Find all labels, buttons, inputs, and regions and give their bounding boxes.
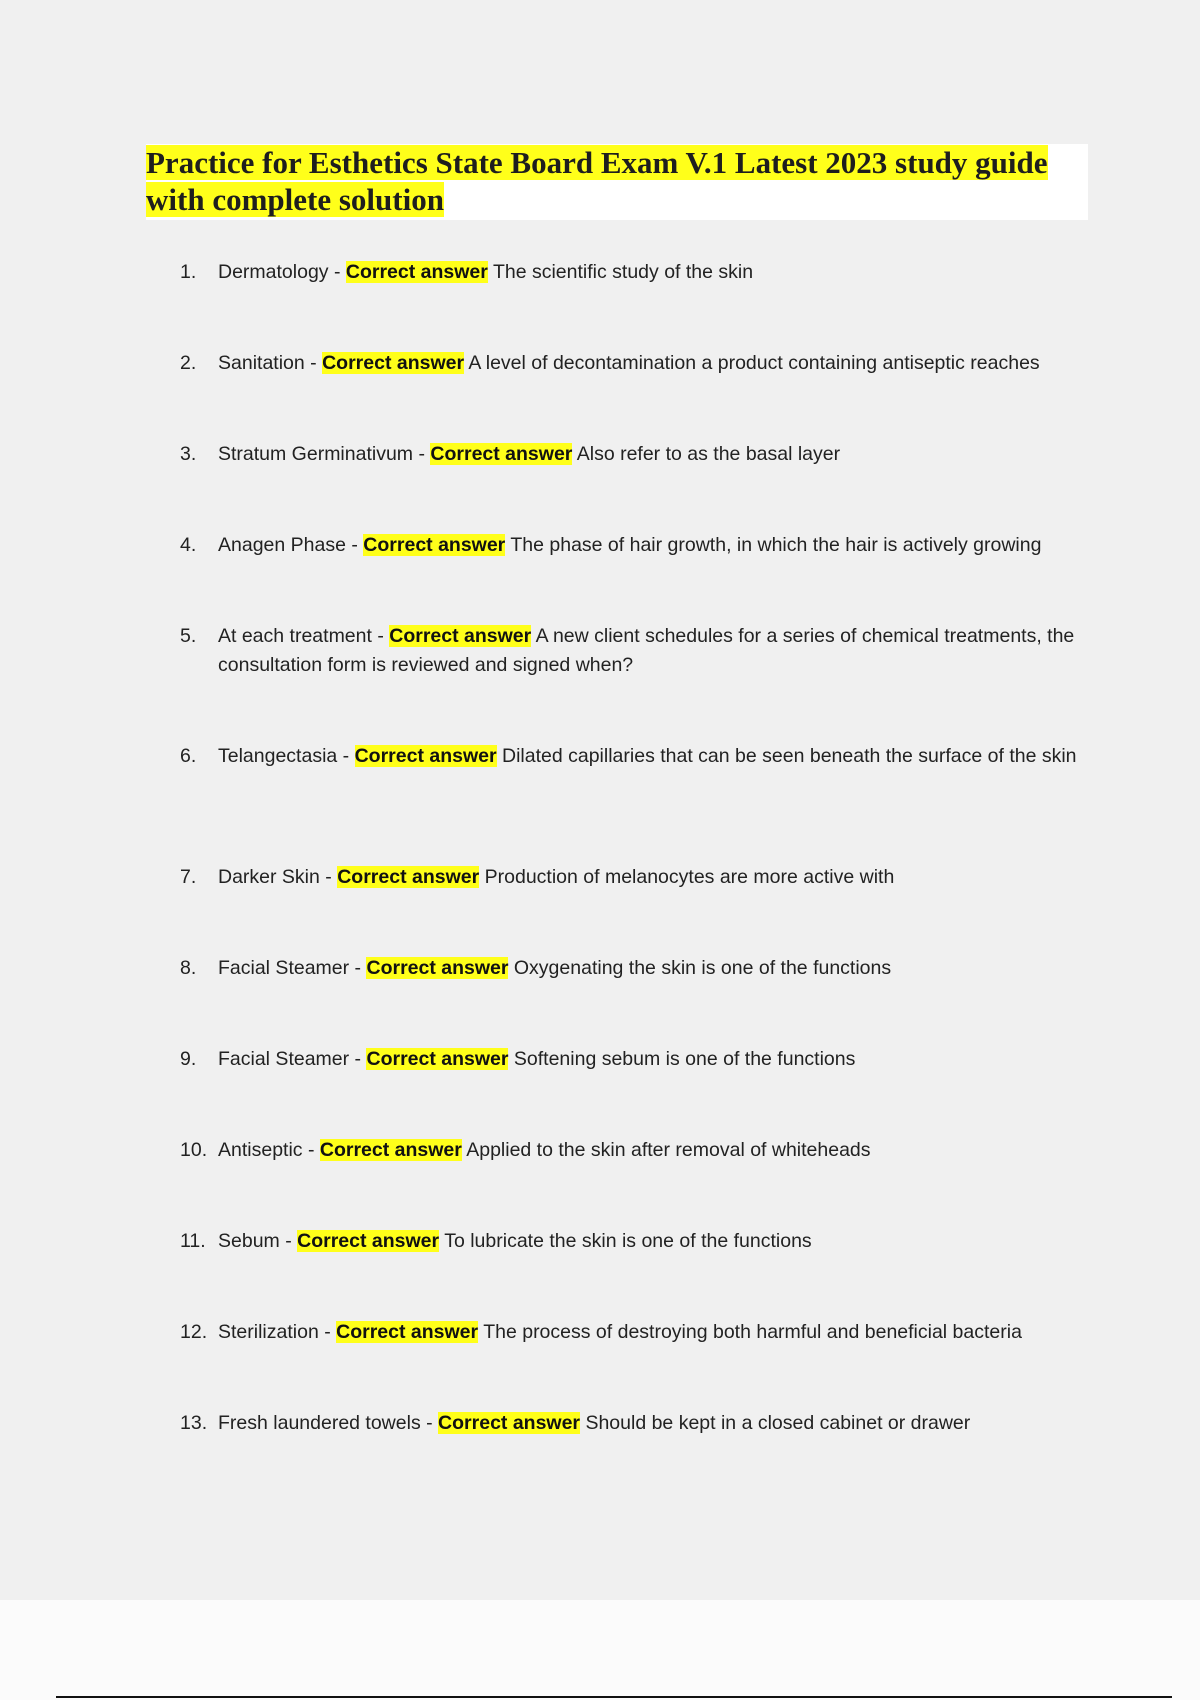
item-body xyxy=(218,1227,1080,1256)
item-term: Sanitation xyxy=(218,352,305,374)
correct-answer-label: Correct answer xyxy=(430,443,573,465)
item-term: Sterilization xyxy=(218,1321,319,1343)
list-item xyxy=(180,1409,1080,1438)
correct-answer-label: Correct answer xyxy=(389,625,532,647)
list-item xyxy=(180,863,1080,892)
correct-answer-label: Correct answer xyxy=(336,1321,479,1343)
document-title xyxy=(146,144,1088,218)
item-separator: - xyxy=(318,1321,337,1343)
item-term: Facial Steamer xyxy=(218,1048,350,1070)
item-term: Fresh laundered towels xyxy=(218,1412,421,1434)
item-number: 2. xyxy=(180,352,197,374)
list-item xyxy=(180,742,1080,771)
list-item xyxy=(180,1136,1080,1165)
item-separator: - xyxy=(349,1048,367,1070)
item-number: 7. xyxy=(180,866,197,888)
item-number: 5. xyxy=(180,625,197,647)
item-number: 8. xyxy=(180,957,197,979)
item-separator: - xyxy=(337,745,355,767)
item-number: 10. xyxy=(180,1139,208,1161)
correct-answer-label: Correct answer xyxy=(366,957,509,979)
list-item xyxy=(180,440,1080,469)
item-answer: Also refer to as the basal layer xyxy=(576,443,841,465)
item-term: Stratum Germinativum xyxy=(218,443,414,465)
list-item xyxy=(180,349,1080,378)
correct-answer-label: Correct answer xyxy=(319,1139,462,1161)
item-separator: - xyxy=(413,443,431,465)
item-number: 9. xyxy=(180,1048,197,1070)
item-separator: - xyxy=(279,1230,298,1252)
item-body xyxy=(218,531,1080,560)
item-term: Dermatology xyxy=(218,261,329,283)
item-body xyxy=(218,349,1080,378)
correct-answer-label: Correct answer xyxy=(297,1230,440,1252)
list-item xyxy=(180,954,1080,983)
item-body xyxy=(218,1136,1080,1165)
correct-answer-label: Correct answer xyxy=(322,352,465,374)
item-body xyxy=(218,440,1080,469)
item-number: 11. xyxy=(180,1230,206,1252)
item-answer: A level of decontamination a product containing antiseptic reaches xyxy=(468,352,1040,374)
correct-answer-label: Correct answer xyxy=(337,866,480,888)
item-separator: - xyxy=(371,625,390,647)
item-term: Sebum xyxy=(218,1230,280,1252)
item-term: Antiseptic xyxy=(218,1139,303,1161)
item-answer: Oxygenating the skin is one of the functions xyxy=(513,957,892,979)
item-body xyxy=(218,954,1080,983)
item-answer: Dilated capillaries that can be seen beneath the surface of the skin xyxy=(502,745,1077,767)
item-separator: - xyxy=(349,957,367,979)
item-separator: - xyxy=(319,866,338,888)
list-item xyxy=(180,258,1080,287)
item-separator: - xyxy=(420,1412,439,1434)
footer-divider xyxy=(56,1696,1172,1698)
item-number: 13. xyxy=(180,1412,208,1434)
item-answer: Softening sebum is one of the functions xyxy=(513,1048,856,1070)
item-number: 12. xyxy=(180,1321,208,1343)
item-separator: - xyxy=(302,1139,320,1161)
item-answer: The phase of hair growth, in which the hair is actively growing xyxy=(510,534,1042,556)
item-body xyxy=(218,863,1080,892)
list-item xyxy=(180,1318,1080,1347)
item-term: Facial Steamer xyxy=(218,957,350,979)
list-item xyxy=(180,1227,1080,1256)
item-separator: - xyxy=(328,261,346,283)
item-answer: The process of destroying both harmful and beneficial bacteria xyxy=(483,1321,1022,1343)
correct-answer-label: Correct answer xyxy=(438,1412,581,1434)
item-separator: - xyxy=(304,352,323,374)
correct-answer-label: Correct answer xyxy=(354,745,497,767)
item-answer: To lubricate the skin is one of the functions xyxy=(444,1230,812,1252)
item-body xyxy=(218,622,1080,680)
list-item xyxy=(180,531,1080,560)
correct-answer-label: Correct answer xyxy=(366,1048,509,1070)
item-answer: A new client schedules for a series of chemical treatments, the consultation form is reviewed and signed when? xyxy=(218,625,1075,676)
document-title-text: Practice for Esthetics State Board Exam V.1 Latest 2023 study guide with complete solution xyxy=(146,145,1048,217)
item-term: At each treatment xyxy=(218,625,372,647)
item-body xyxy=(218,1318,1080,1347)
item-number: 3. xyxy=(180,443,197,465)
list-item xyxy=(180,622,1080,680)
item-number: 1. xyxy=(180,261,197,283)
item-term: Anagen Phase xyxy=(218,534,346,556)
item-body xyxy=(218,1409,1080,1438)
item-body xyxy=(218,1045,1080,1074)
item-answer: Applied to the skin after removal of whiteheads xyxy=(466,1139,871,1161)
item-answer: The scientific study of the skin xyxy=(492,261,754,283)
item-body xyxy=(218,258,1080,287)
list-item xyxy=(180,1045,1080,1074)
item-separator: - xyxy=(345,534,364,556)
item-body xyxy=(218,742,1080,771)
item-number: 4. xyxy=(180,534,197,556)
item-term: Darker Skin xyxy=(218,866,320,888)
item-answer: Production of melanocytes are more active with xyxy=(484,866,895,888)
page-footer xyxy=(0,1600,1200,1700)
item-number: 6. xyxy=(180,745,197,767)
item-term: Telangectasia xyxy=(218,745,338,767)
correct-answer-label: Correct answer xyxy=(345,261,488,283)
item-answer: Should be kept in a closed cabinet or drawer xyxy=(585,1412,971,1434)
correct-answer-label: Correct answer xyxy=(363,534,506,556)
